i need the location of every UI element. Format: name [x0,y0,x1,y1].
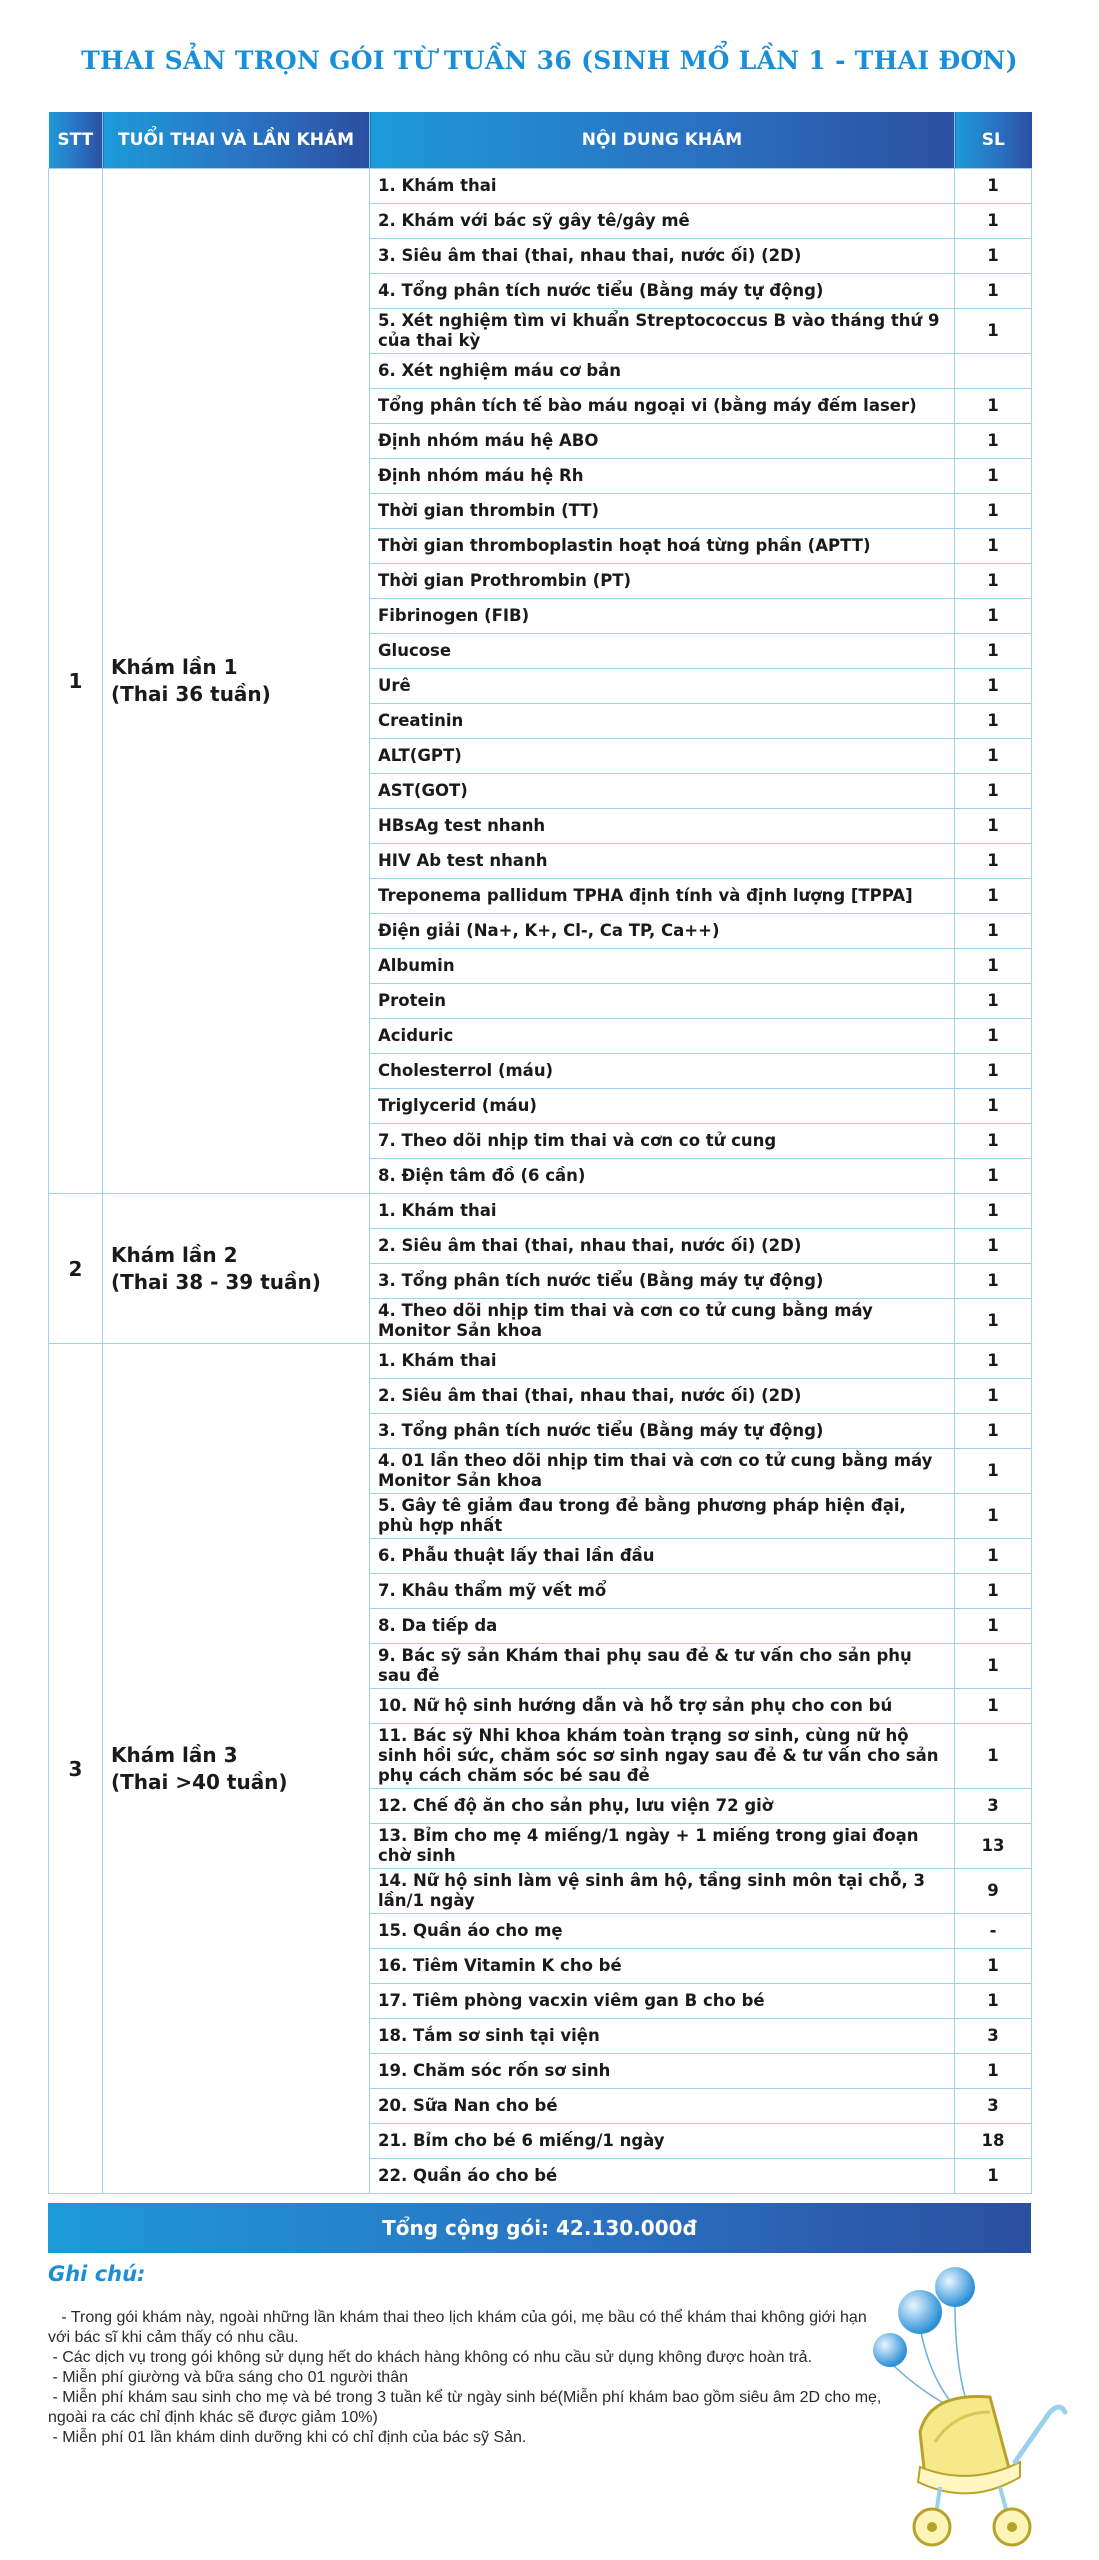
notes-list [48,2308,886,2448]
quantity-cell: 1 [955,1494,1032,1539]
note-line: - Miễn phí giường và bữa sáng cho 01 người thân [48,2369,408,2386]
exam-content-cell: Điện giải (Na+, K+, Cl-, Ca TP, Ca++) [370,914,955,949]
quantity-cell: 1 [955,1264,1032,1299]
quantity-cell: 1 [955,1574,1032,1609]
header-stt: STT [49,112,103,169]
note-line: - Miễn phí 01 lần khám dinh dưỡng khi có chỉ định của bác sỹ Sản. [48,2429,527,2446]
exam-content-cell: 11. Bác sỹ Nhi khoa khám toàn trạng sơ sinh, cùng nữ hộ sinh hồi sức, chăm sóc sơ sinh ngay sau đẻ & tư vấn cho sản phụ cách chăm sóc bé sau đẻ [370,1724,955,1789]
quantity-cell: 1 [955,1194,1032,1229]
quantity-cell: 1 [955,1089,1032,1124]
quantity-cell: 1 [955,2159,1032,2194]
quantity-cell: 1 [955,1449,1032,1494]
quantity-cell: 1 [955,949,1032,984]
quantity-cell: 1 [955,634,1032,669]
exam-content-cell: 18. Tắm sơ sinh tại viện [370,2019,955,2054]
quantity-cell: 1 [955,529,1032,564]
exam-content-cell: 8. Điện tâm đồ (6 cần) [370,1159,955,1194]
quantity-cell: 1 [955,2054,1032,2089]
exam-content-cell: 10. Nữ hộ sinh hướng dẫn và hỗ trợ sản phụ cho con bú [370,1689,955,1724]
quantity-cell: 1 [955,844,1032,879]
visit-cell [103,169,370,1194]
visit-label: Khám lần 2 [111,1242,238,1267]
note-line: - Miễn phí khám sau sinh cho mẹ và bé trong 3 tuần kể từ ngày sinh bé(Miễn phí khám bao gồm siêu âm 2D cho mẹ, ngoài ra các chỉ định khác sẽ được giảm 10%) [48,2389,886,2426]
exam-content-cell: 4. Tổng phân tích nước tiểu (Bằng máy tự động) [370,274,955,309]
exam-content-cell: 6. Xét nghiệm máu cơ bản [370,354,955,389]
exam-content-cell: ALT(GPT) [370,739,955,774]
quantity-cell: 18 [955,2124,1032,2159]
quantity-cell: 1 [955,774,1032,809]
note-line: - Các dịch vụ trong gói không sử dụng hết do khách hàng không có nhu cầu sử dụng không được hoàn trả. [48,2349,813,2366]
exam-content-cell: 5. Gây tê giảm đau trong đẻ bằng phương pháp hiện đại, phù hợp nhất [370,1494,955,1539]
header-visit: TUỔI THAI VÀ LẦN KHÁM [103,112,370,169]
gestation-label: (Thai 36 tuần) [111,682,271,706]
quantity-cell: 1 [955,1344,1032,1379]
quantity-cell: 1 [955,389,1032,424]
quantity-cell: 1 [955,1159,1032,1194]
quantity-cell: 1 [955,669,1032,704]
visit-label: Khám lần 1 [111,655,238,679]
exam-content-cell: 7. Theo dõi nhịp tim thai và cơn co tử cung [370,1124,955,1159]
quantity-cell [955,354,1032,389]
note-line: - Trong gói khám này, ngoài những lần khám thai theo lịch khám của gói, mẹ bầu có thể khám thai không giới hạn với bác sĩ khi cảm thấy có nhu cầu. [48,2309,872,2346]
quantity-cell: 1 [955,1609,1032,1644]
quantity-cell: 1 [955,1689,1032,1724]
gestation-label: (Thai 38 - 39 tuần) [111,1269,321,1294]
quantity-cell: 1 [955,1019,1032,1054]
exam-content-cell: 1. Khám thai [370,169,955,204]
quantity-cell: 1 [955,459,1032,494]
exam-content-cell: 1. Khám thai [370,1344,955,1379]
quantity-cell: 1 [955,879,1032,914]
exam-content-cell: Creatinin [370,704,955,739]
quantity-cell: 1 [955,1414,1032,1449]
exam-content-cell: 8. Da tiếp da [370,1609,955,1644]
row-stt: 2 [49,1194,103,1344]
quantity-cell: 13 [955,1824,1032,1869]
quantity-cell: 1 [955,984,1032,1019]
exam-content-cell: Định nhóm máu hệ ABO [370,424,955,459]
exam-content-cell: Treponema pallidum TPHA định tính và định lượng [TPPA] [370,879,955,914]
total-price-bar: Tổng cộng gói: 42.130.000đ [48,2203,1031,2253]
quantity-cell: 1 [955,1984,1032,2019]
exam-content-cell: Protein [370,984,955,1019]
quantity-cell: 1 [955,564,1032,599]
quantity-cell: 1 [955,739,1032,774]
exam-content-cell: Định nhóm máu hệ Rh [370,459,955,494]
page-title: THAI SẢN TRỌN GÓI TỪ TUẦN 36 (SINH MỔ LẦN 1 - THAI ĐƠN) [81,46,1018,75]
exam-content-cell: Aciduric [370,1019,955,1054]
exam-content-cell: Tổng phân tích tế bào máu ngoại vi (bằng máy đếm laser) [370,389,955,424]
exam-content-cell: Thời gian thrombin (TT) [370,494,955,529]
exam-content-cell: 13. Bỉm cho mẹ 4 miếng/1 ngày + 1 miếng trong giai đoạn chờ sinh [370,1824,955,1869]
quantity-cell: 1 [955,704,1032,739]
table-row [49,1194,1032,1229]
table-row [49,169,1032,204]
exam-content-cell: 16. Tiêm Vitamin K cho bé [370,1949,955,1984]
exam-content-cell: Albumin [370,949,955,984]
exam-content-cell: Cholesterrol (máu) [370,1054,955,1089]
quantity-cell: 1 [955,1724,1032,1789]
quantity-cell: 1 [955,1379,1032,1414]
exam-content-cell: AST(GOT) [370,774,955,809]
exam-content-cell: Urê [370,669,955,704]
quantity-cell: - [955,1914,1032,1949]
quantity-cell: 3 [955,1789,1032,1824]
exam-content-cell: 14. Nữ hộ sinh làm vệ sinh âm hộ, tầng sinh môn tại chỗ, 3 lần/1 ngày [370,1869,955,1914]
exam-content-cell: Thời gian Prothrombin (PT) [370,564,955,599]
exam-content-cell: 20. Sữa Nan cho bé [370,2089,955,2124]
quantity-cell: 1 [955,809,1032,844]
exam-content-cell: 19. Chăm sóc rốn sơ sinh [370,2054,955,2089]
gestation-label: (Thai >40 tuần) [111,1769,288,1794]
header-quantity: SL [955,112,1032,169]
exam-content-cell: Fibrinogen (FIB) [370,599,955,634]
exam-content-cell: Triglycerid (máu) [370,1089,955,1124]
quantity-cell: 1 [955,1124,1032,1159]
exam-content-cell: 4. Theo dõi nhịp tim thai và cơn co tử cung bằng máy Monitor Sản khoa [370,1299,955,1344]
quantity-cell: 1 [955,1644,1032,1689]
baby-stroller-icon [860,2262,1080,2552]
quantity-cell: 1 [955,274,1032,309]
exam-content-cell: 5. Xét nghiệm tìm vi khuẩn Streptococcus B vào tháng thứ 9 của thai kỳ [370,309,955,354]
exam-content-cell: 3. Siêu âm thai (thai, nhau thai, nước ối) (2D) [370,239,955,274]
table-header-row [49,112,1032,169]
quantity-cell: 1 [955,1054,1032,1089]
exam-content-cell: 6. Phẫu thuật lấy thai lần đầu [370,1539,955,1574]
quantity-cell: 1 [955,309,1032,354]
exam-content-cell: 22. Quần áo cho bé [370,2159,955,2194]
exam-content-cell: 9. Bác sỹ sản Khám thai phụ sau đẻ & tư vấn cho sản phụ sau đẻ [370,1644,955,1689]
quantity-cell: 3 [955,2019,1032,2054]
visit-cell [103,1194,370,1344]
exam-content-cell: 2. Siêu âm thai (thai, nhau thai, nước ối) (2D) [370,1229,955,1264]
quantity-cell: 1 [955,1539,1032,1574]
table-body [49,169,1032,2194]
package-table [48,112,1032,2194]
quantity-cell: 1 [955,1299,1032,1344]
quantity-cell: 1 [955,914,1032,949]
quantity-cell: 1 [955,1949,1032,1984]
exam-content-cell: HBsAg test nhanh [370,809,955,844]
exam-content-cell: 17. Tiêm phòng vacxin viêm gan B cho bé [370,1984,955,2019]
quantity-cell: 3 [955,2089,1032,2124]
quantity-cell: 1 [955,1229,1032,1264]
quantity-cell: 1 [955,169,1032,204]
quantity-cell: 1 [955,424,1032,459]
exam-content-cell: Glucose [370,634,955,669]
exam-content-cell: 7. Khâu thẩm mỹ vết mổ [370,1574,955,1609]
exam-content-cell: 15. Quần áo cho mẹ [370,1914,955,1949]
visit-cell [103,1344,370,2194]
notes-title: Ghi chú: [48,2262,146,2286]
quantity-cell: 1 [955,204,1032,239]
quantity-cell: 1 [955,239,1032,274]
exam-content-cell: 3. Tổng phân tích nước tiểu (Bằng máy tự động) [370,1414,955,1449]
exam-content-cell: 2. Khám với bác sỹ gây tê/gây mê [370,204,955,239]
quantity-cell: 1 [955,599,1032,634]
row-stt: 3 [49,1344,103,2194]
exam-content-cell: 2. Siêu âm thai (thai, nhau thai, nước ối) (2D) [370,1379,955,1414]
exam-content-cell: 12. Chế độ ăn cho sản phụ, lưu viện 72 giờ [370,1789,955,1824]
exam-content-cell: Thời gian thromboplastin hoạt hoá từng phần (APTT) [370,529,955,564]
table-row [49,1344,1032,1379]
exam-content-cell: 21. Bỉm cho bé 6 miếng/1 ngày [370,2124,955,2159]
quantity-cell: 1 [955,494,1032,529]
exam-content-cell: HIV Ab test nhanh [370,844,955,879]
visit-label: Khám lần 3 [111,1742,238,1767]
row-stt: 1 [49,169,103,1194]
header-content: NỘI DUNG KHÁM [370,112,955,169]
exam-content-cell: 4. 01 lần theo dõi nhịp tim thai và cơn co tử cung bằng máy Monitor Sản khoa [370,1449,955,1494]
exam-content-cell: 3. Tổng phân tích nước tiểu (Bằng máy tự động) [370,1264,955,1299]
exam-content-cell: 1. Khám thai [370,1194,955,1229]
quantity-cell: 9 [955,1869,1032,1914]
